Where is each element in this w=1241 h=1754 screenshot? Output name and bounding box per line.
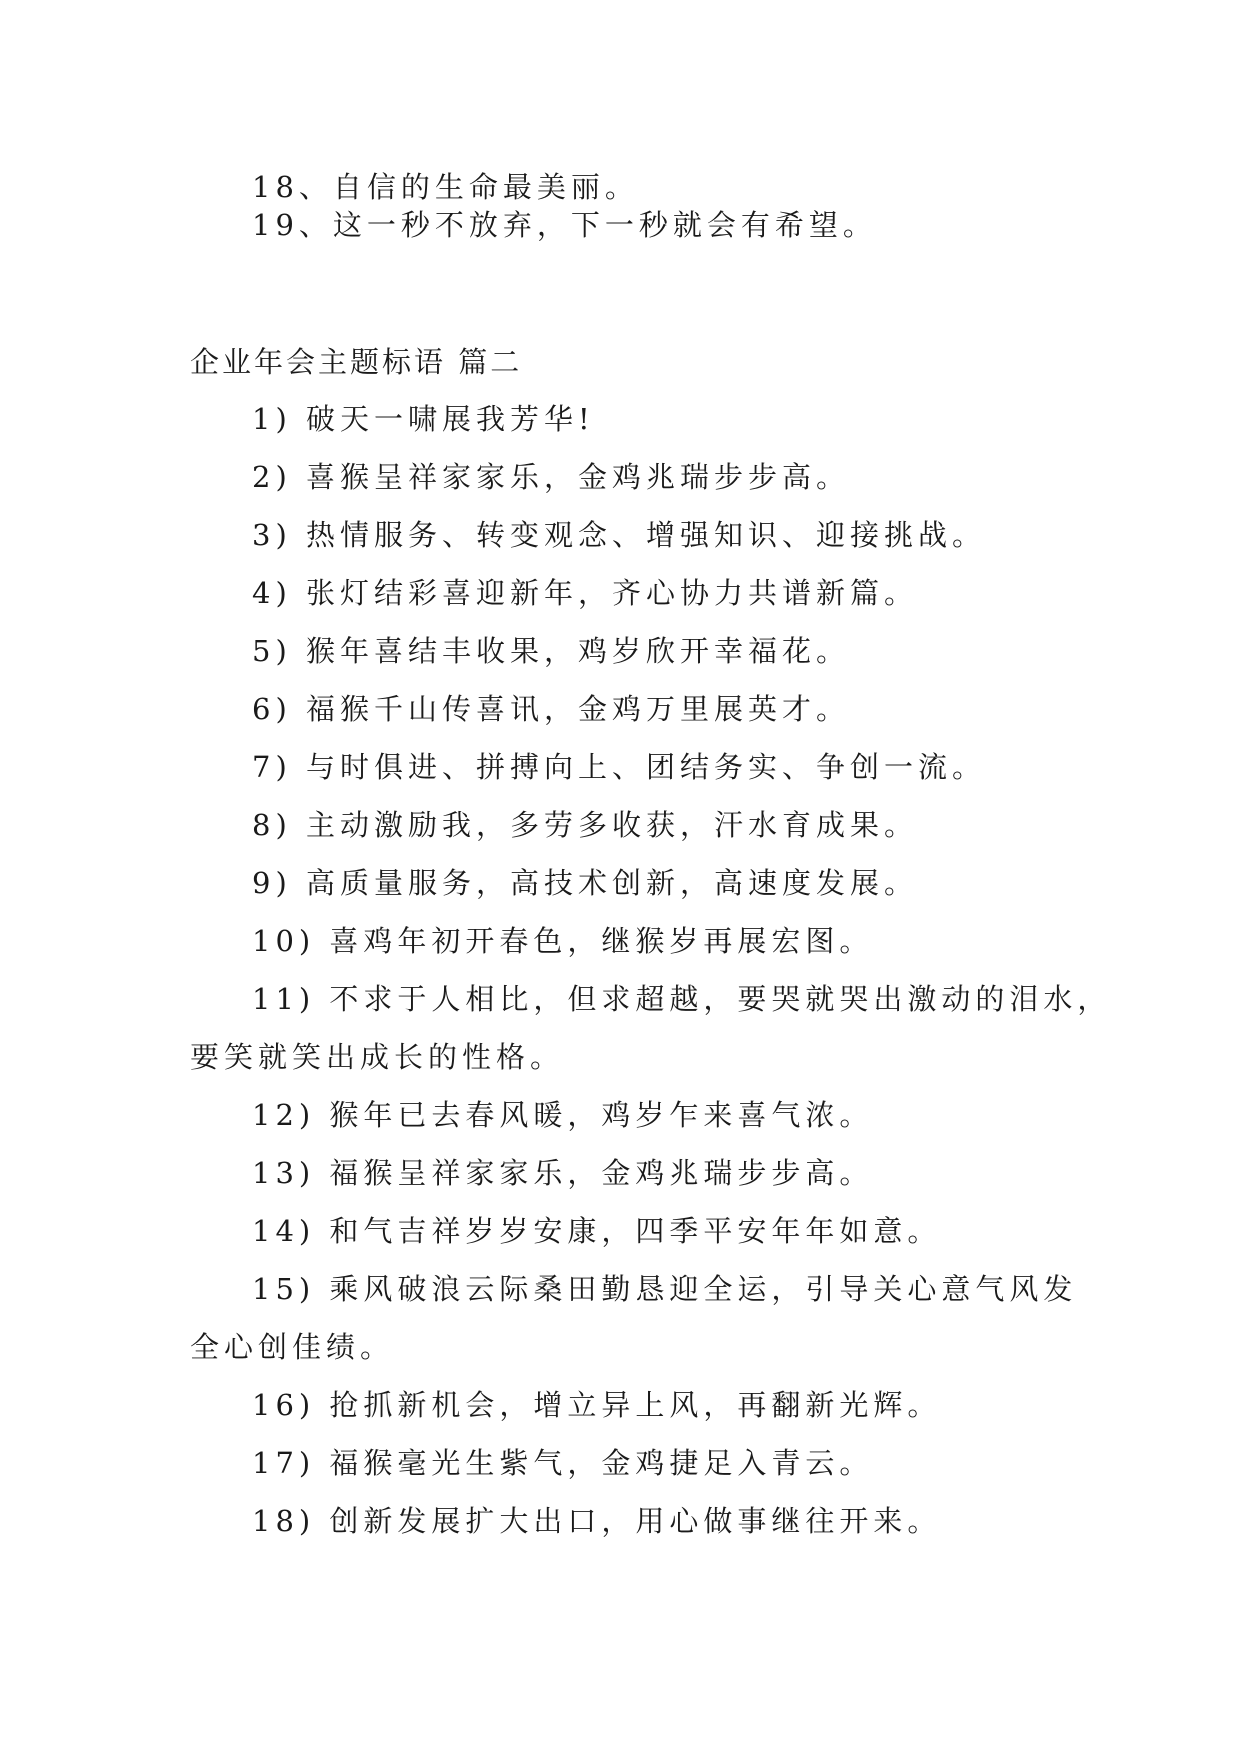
list-item: 12) 猴年已去春风暖，鸡岁乍来喜气浓。: [252, 1098, 874, 1132]
section-title: 企业年会主题标语 篇二: [190, 345, 523, 379]
list-item: 4) 张灯结彩喜迎新年，齐心协力共谱新篇。: [252, 576, 918, 610]
list-item: 3) 热情服务、转变观念、增强知识、迎接挑战。: [252, 518, 986, 552]
list-item: 5) 猴年喜结丰收果，鸡岁欣开幸福花。: [252, 634, 850, 668]
intro-item-18: 18、自信的生命最美丽。: [252, 170, 639, 204]
intro-item-19: 19、这一秒不放弃，下一秒就会有希望。: [252, 208, 877, 242]
list-item: 13) 福猴呈祥家家乐，金鸡兆瑞步步高。: [252, 1156, 874, 1190]
list-item: 14) 和气吉祥岁岁安康，四季平安年年如意。: [252, 1214, 942, 1248]
list-item: 18) 创新发展扩大出口，用心做事继往开来。: [252, 1504, 942, 1538]
list-item: 8) 主动激励我，多劳多收获，汗水育成果。: [252, 808, 918, 842]
list-item: 11) 不求于人相比，但求超越，要哭就哭出激动的泪水，: [252, 982, 1112, 1016]
list-item: 16) 抢抓新机会，增立异上风，再翻新光辉。: [252, 1388, 942, 1422]
list-item: 7) 与时俱进、拼搏向上、团结务实、争创一流。: [252, 750, 986, 784]
list-item: 15) 乘风破浪云际桑田勤恳迎全运，引导关心意气风发: [252, 1272, 1078, 1306]
list-item: 9) 高质量服务，高技术创新，高速度发展。: [252, 866, 918, 900]
list-item-continuation: 要笑就笑出成长的性格。: [190, 1040, 565, 1074]
list-item: 10) 喜鸡年初开春色，继猴岁再展宏图。: [252, 924, 874, 958]
list-item-continuation: 全心创佳绩。: [190, 1330, 395, 1364]
list-item: 1) 破天一啸展我芳华!: [252, 402, 595, 436]
list-item: 17) 福猴毫光生紫气，金鸡捷足入青云。: [252, 1446, 874, 1480]
list-item: 2) 喜猴呈祥家家乐，金鸡兆瑞步步高。: [252, 460, 850, 494]
list-item: 6) 福猴千山传喜讯，金鸡万里展英才。: [252, 692, 850, 726]
